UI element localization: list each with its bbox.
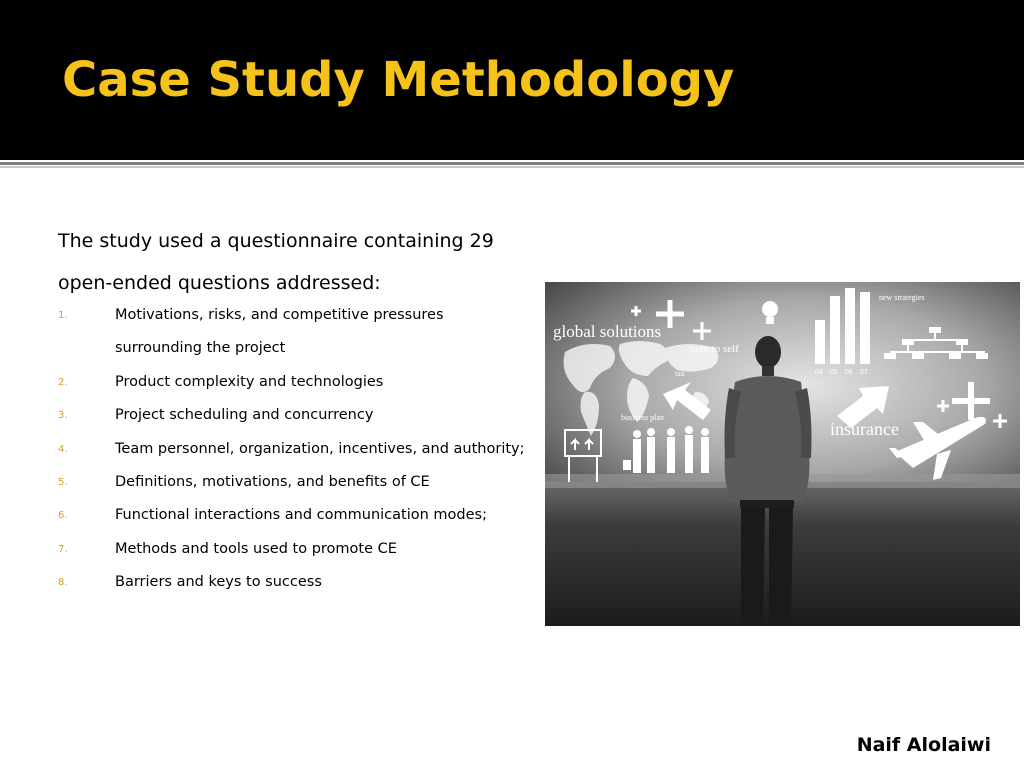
new-strategies-label: new strategies	[879, 293, 925, 302]
list-number: 3.	[58, 410, 68, 422]
list-item	[58, 466, 548, 499]
slide-title: Case Study Methodology	[62, 52, 735, 108]
list-item	[58, 399, 548, 432]
list-text-continued: surrounding the project	[115, 340, 286, 357]
list-text: Methods and tools used to promote CE	[115, 540, 397, 557]
note-to-self-label: note to self	[690, 343, 739, 355]
intro-text	[58, 220, 538, 304]
list-item	[58, 299, 548, 366]
author-name: Naif Alolaiwi	[856, 734, 991, 756]
list-number: 8.	[58, 577, 68, 589]
list-number: 7.	[58, 543, 68, 555]
list-number: 5.	[58, 477, 68, 489]
global-solutions-label: global solutions	[553, 322, 662, 341]
business-plan-label: business plan	[621, 413, 664, 422]
list-text: Barriers and keys to success	[115, 574, 322, 591]
business-strategy-photo	[545, 282, 1020, 626]
list-text: Motivations, risks, and competitive pressures	[115, 307, 444, 323]
question-list	[58, 299, 548, 600]
list-item	[58, 566, 548, 599]
divider-rule	[0, 162, 1024, 165]
svg-text:07: 07	[860, 369, 868, 376]
svg-text:05: 05	[830, 369, 838, 376]
list-text: Definitions, motivations, and benefits of CE	[115, 474, 430, 491]
list-item	[58, 366, 548, 399]
svg-text:06: 06	[845, 369, 853, 376]
insurance-label: insurance	[830, 419, 899, 439]
list-number: 4.	[58, 443, 68, 455]
list-number: 2.	[58, 376, 68, 388]
list-item	[58, 533, 548, 566]
list-number: 1.	[58, 310, 68, 321]
list-text: Team personnel, organization, incentives, and authority;	[115, 440, 525, 457]
list-text: Product complexity and technologies	[115, 373, 384, 390]
list-text: Project scheduling and concurrency	[115, 407, 374, 424]
intro-line-1: The study used a questionnaire containing 29	[58, 230, 494, 252]
divider-rule-light	[0, 166, 1024, 168]
list-item	[58, 499, 548, 532]
svg-text:04: 04	[815, 369, 823, 376]
list-text: Functional interactions and communication modes;	[115, 507, 487, 524]
tax-label: tax	[675, 369, 685, 378]
intro-line-2: open-ended questions addressed:	[58, 272, 381, 294]
list-number: 6.	[58, 510, 68, 522]
list-item	[58, 433, 548, 466]
